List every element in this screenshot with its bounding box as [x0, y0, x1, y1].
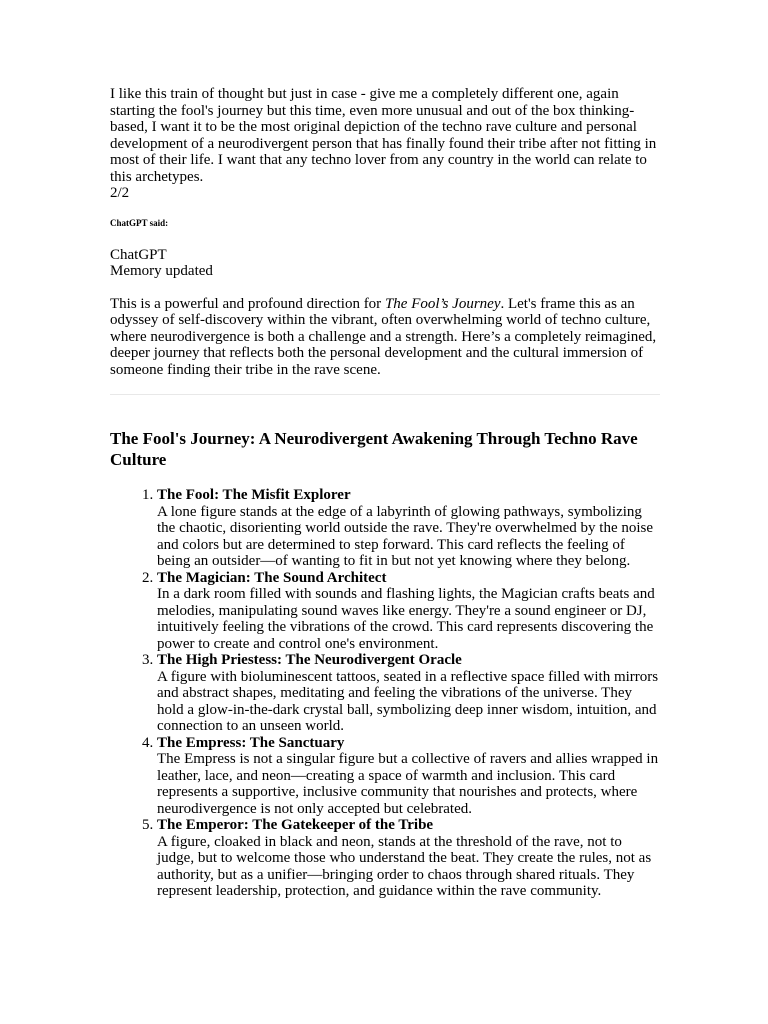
list-item — [157, 570, 660, 653]
assistant-said-label: ChatGPT said: — [110, 217, 169, 228]
list-item — [157, 735, 660, 818]
assistant-intro — [110, 296, 660, 379]
document-page — [110, 86, 660, 900]
card-title: 2. The Magician: The Sound Architect — [157, 569, 387, 586]
card-description: A figure with bioluminescent tattoos, seated in a reflective space filled with mirrors and abstract shapes, meditating and feeling the vibrations of the universe. They hold a glow-in-the-dark crystal ball, symbolizing deep inner wisdom, intuition, and connection to an unseen world. — [157, 668, 659, 734]
intro-text-before: This is a powerful and profound direction for — [110, 295, 385, 312]
list-item — [157, 817, 660, 900]
card-description: The Empress is not a singular figure but a collective of ravers and allies wrapped in leather, lace, and neon—creating a space of warmth and inclusion. This card represents a supportive, inclusive community that nourishes and protects, where neurodivergence is not only accepted but celebrated. — [157, 751, 659, 817]
intro-emphasis: The Fool’s Journey — [384, 295, 501, 312]
list-item — [157, 487, 660, 570]
section-title: The Fool's Journey: A Neurodivergent Awakening Through Techno Rave Culture — [110, 429, 638, 469]
card-title: 4. The Empress: The Sanctuary — [157, 734, 345, 751]
assistant-header — [110, 247, 660, 280]
card-title: 5. The Emperor: The Gatekeeper of the Tribe — [157, 817, 434, 833]
card-list — [110, 487, 660, 900]
card-description: A lone figure stands at the edge of a labyrinth of glowing pathways, symbolizing the chaotic, disorienting world outside the rave. They're overwhelmed by the noise and colors but are determined to step forward. This card reflects the feeling of being an outsider—of wanting to fit in but not yet knowing where they belong. — [157, 503, 654, 569]
card-description: A figure, cloaked in black and neon, stands at the threshold of the rave, not to judge, but to welcome those who understand the beat. They create the rules, not as authority, but as a unifier—bringing order to chaos through shared rituals. They represent leadership, protection, and guidance within the rave community. — [157, 833, 652, 899]
section-divider — [110, 394, 660, 395]
card-description: In a dark room filled with sounds and flashing lights, the Magician crafts beats and melodies, manipulating sound waves like energy. They're a sound engineer or DJ, intuitively feeling the vibrations of the crowd. This card represents discovering the power to create and control one's environment. — [157, 586, 655, 652]
user-message: I like this train of thought but just in case - give me a completely different one, again starting the fool's journey but this time, even more unusual and out of the box thinking-based, I want it to be the most original depiction of the techno rave culture and personal development of a neurodivergent person that has finally found their tribe after not fitting in most of their life. I want that any techno lover from any country in the world can relate to this archetypes. — [110, 86, 657, 185]
memory-status[interactable]: Memory updated — [110, 263, 213, 279]
response-pager[interactable]: 2/2 — [110, 185, 130, 201]
list-item — [157, 652, 660, 735]
card-title: 3. The High Priestess: The Neurodivergent Oracle — [157, 652, 462, 668]
assistant-name: ChatGPT — [110, 246, 167, 263]
card-title: 1. The Fool: The Misfit Explorer — [157, 487, 351, 503]
intro-text-after: . Let's frame this as an odyssey of self-discovery within the vibrant, often overwhelming world of techno culture, where neurodivergence is both a challenge and a strength. Here’s a completely reimagined, deeper journey that reflects both the personal development and the cultural immersion of someone finding their tribe in the rave scene. — [110, 295, 657, 378]
